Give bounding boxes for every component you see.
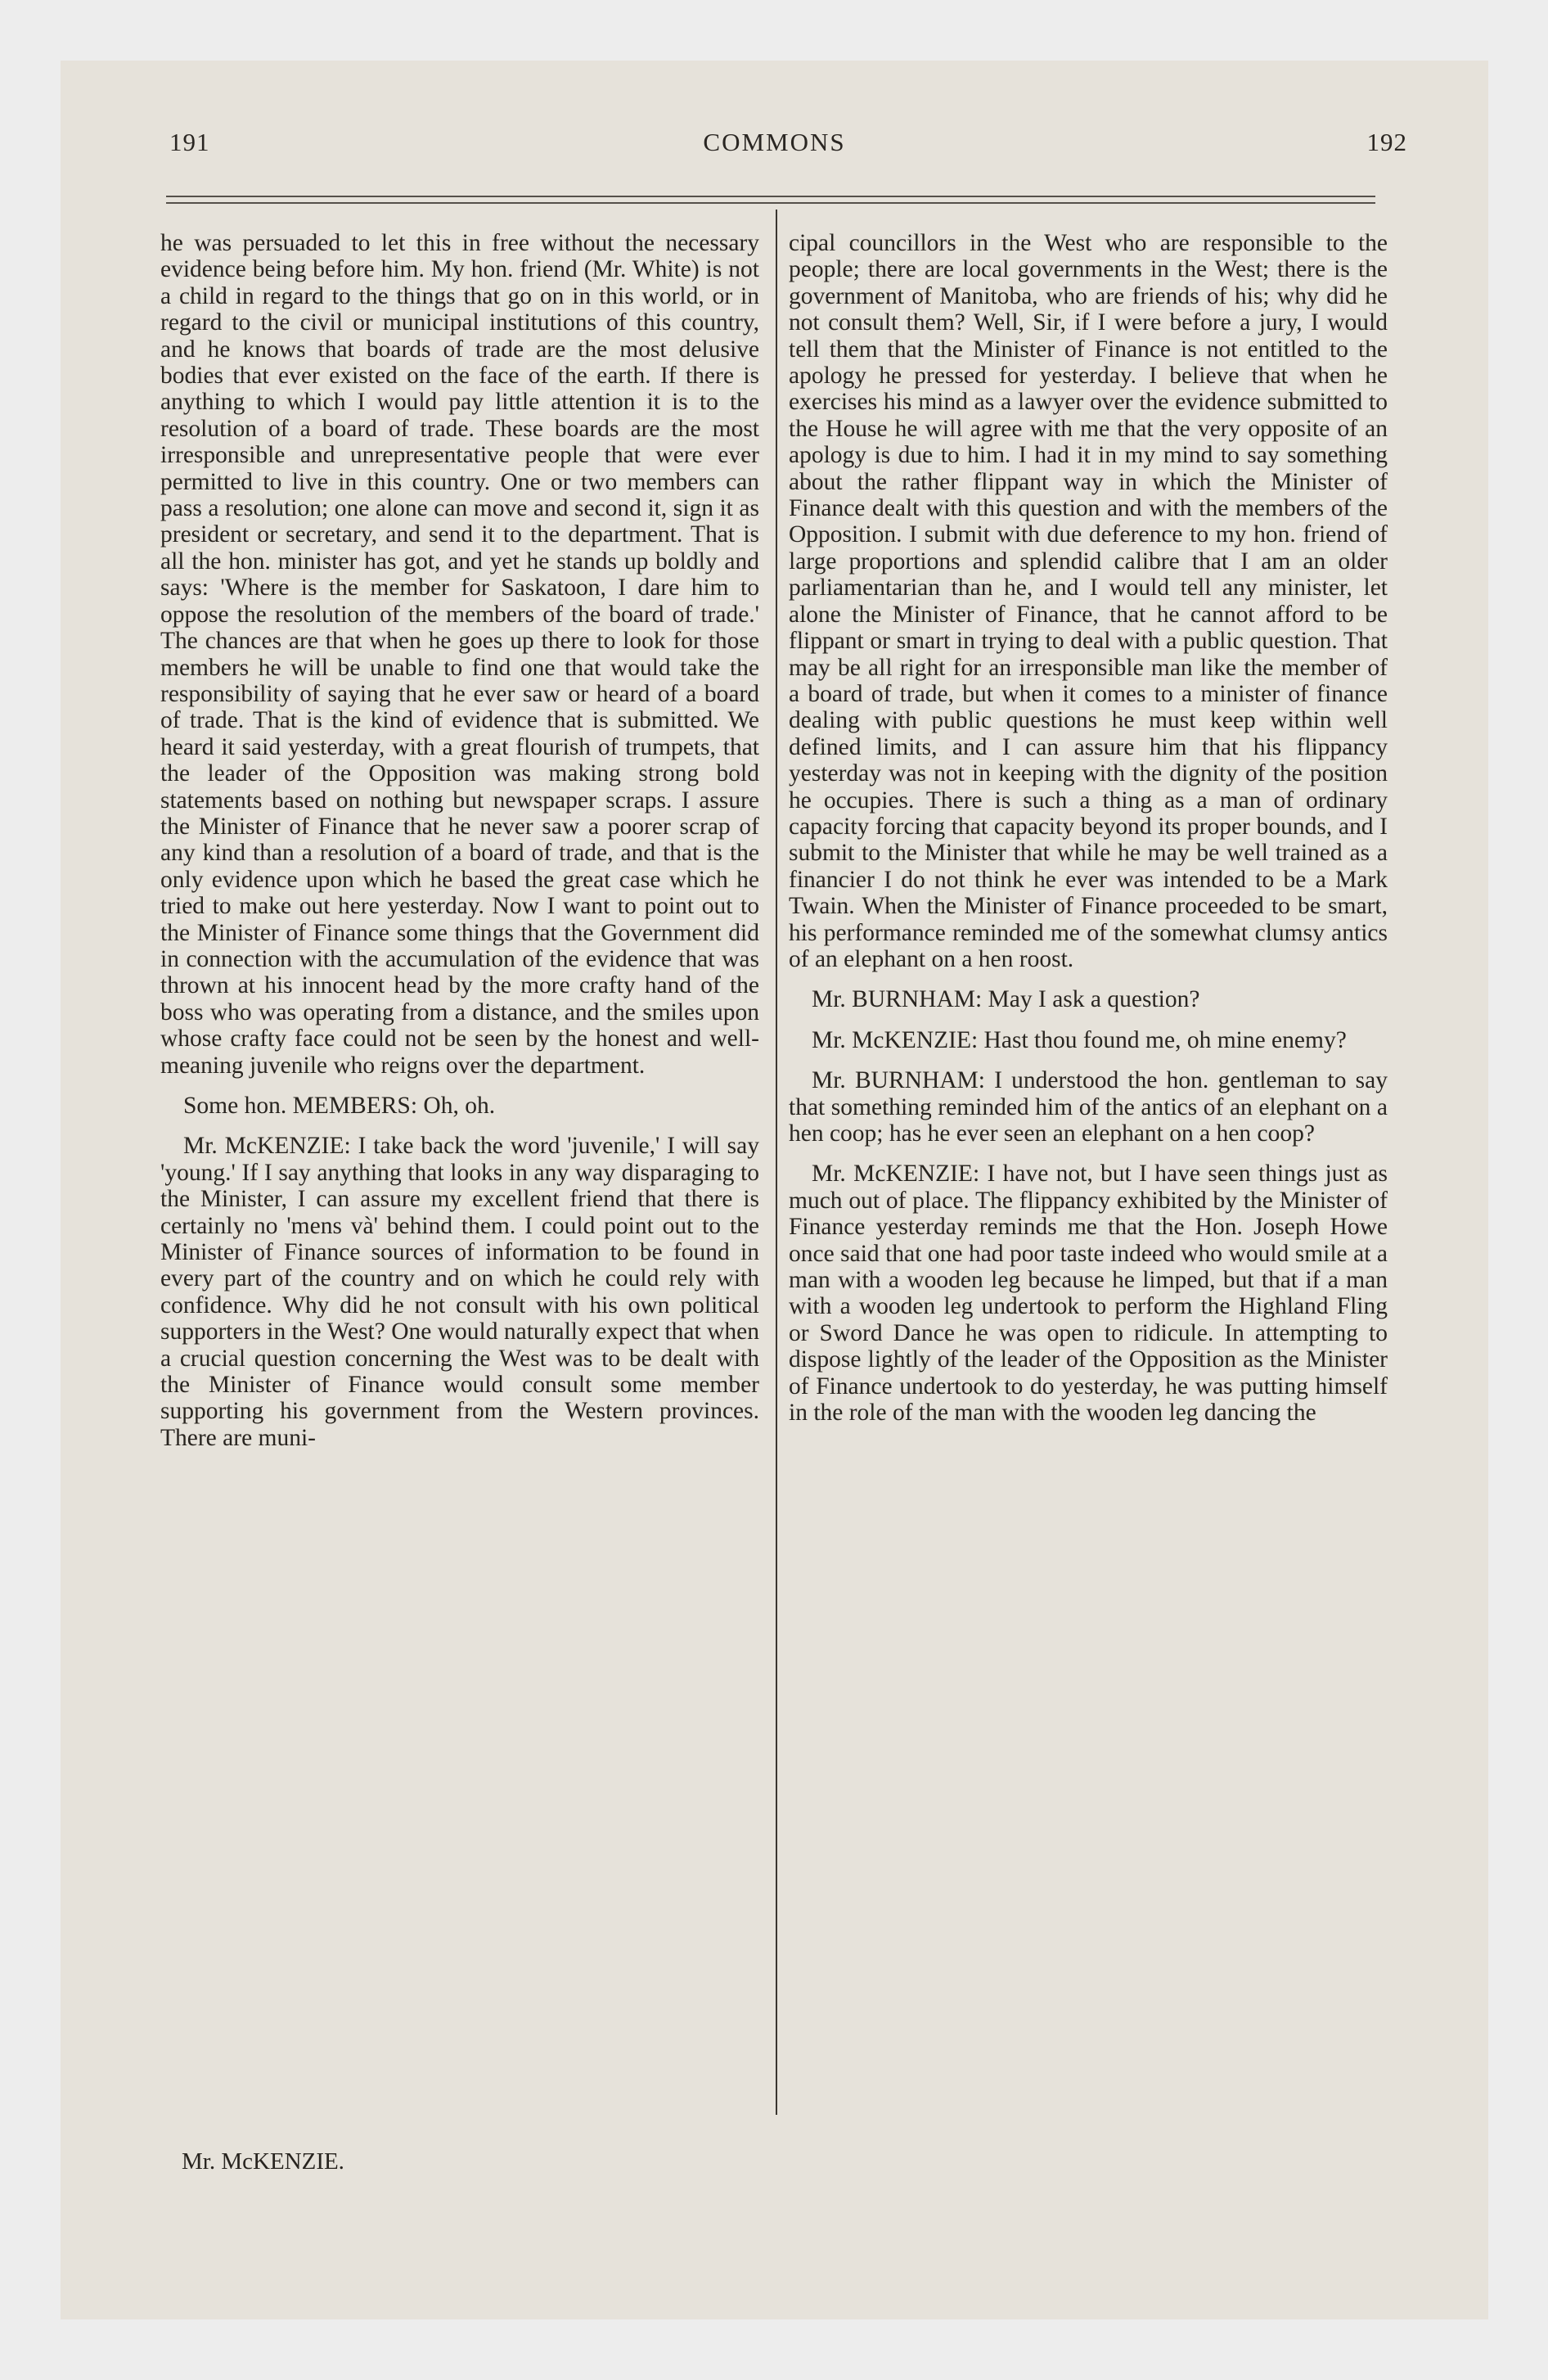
left-paragraph-2: Some hon. MEMBERS: Oh, oh. <box>183 1093 496 1119</box>
right-paragraph-5: Mr. McKENZIE: I have not, but I have seen things just as much out of place. The flippancy exhibited by the Minister of Finance yesterday reminds me that the Hon. Joseph Howe once said that one had poor taste indeed who would smile at a man with a wooden leg because he limped, but that if a man with a wooden leg undertook to perform the Highland Fling or Sword Dance he was open to ridicule. In attempting to dispose lightly of the leader of the Opposition as the Minister of Finance undertook to do yesterday, he was putting himself in the role of the man with the wooden leg dancing the <box>789 1161 1388 1427</box>
right-column <box>789 230 1388 1426</box>
left-column <box>160 230 759 1451</box>
header-rule-top <box>166 196 1375 197</box>
document-page <box>61 61 1488 2319</box>
right-paragraph-1: cipal councillors in the West who are responsible to the people; there are local governments in the West; there is the government of Manitoba, who are friends of his; why did he not consult them? Well, Sir, if I were before a jury, I would tell them that the Minister of Finance is not entitled to the apology he pressed for yesterday. I believe that when he exercises his mind as a lawyer over the evidence submitted to the House he will agree with me that the very opposite of an apology is due to him. I had it in my mind to say something about the rather flippant way in which the Minister of Finance dealt with this question and with the members of the Opposition. I submit with due deference to my hon. friend of large proportions and splendid calibre that I am an older parliamentarian than he, and I would tell any minister, let alone the Minister of Finance, that he cannot afford to be flippant or smart in trying to deal with a public question. That may be all right for an irresponsible man like the member of a board of trade, but when it comes to a minister of finance dealing with public questions he must keep within well defined limits, and I can assure him that his flippancy yesterday was not in keeping with the dignity of the position he occupies. There is such a thing as a man of ordinary capacity forcing that capacity beyond its proper bounds, and I submit to the Minister that while he may be well trained as a financier I do not think he ever was intended to be a Mark Twain. When the Minister of Finance proceeded to be smart, his performance reminded me of the somewhat clumsy antics of an elephant on a hen roost. <box>789 230 1388 972</box>
right-paragraph-4: Mr. BURNHAM: I understood the hon. gentleman to say that something reminded him of the antics of an elephant on a hen coop; has he ever seen an elephant on a hen coop? <box>789 1067 1388 1147</box>
page-number-left: 191 <box>169 128 210 156</box>
column-divider <box>776 210 777 2115</box>
left-paragraph-3: Mr. McKENZIE: I take back the word 'juvenile,' I will say 'young.' If I say anything that looks in any way disparaging to the Minister, I can assure my excellent friend that there is certainly no 'mens và' behind them. I could point out to the Minister of Finance sources of information to be found in every part of the country and on which he could rely with confidence. Why did he not consult with his own political supporters in the West? One would naturally expect that when a crucial question concerning the West was to be dealt with the Minister of Finance would consult some member supporting his government from the Western provinces. There are muni- <box>160 1133 759 1451</box>
speaker-footer: Mr. McKENZIE. <box>182 2148 344 2175</box>
left-paragraph-1: he was persuaded to let this in free without the necessary evidence being before him. My hon. friend (Mr. White) is not a child in regard to the things that go on in this world, or in regard to the civil or municipal institutions of this country, and he knows that boards of trade are the most delusive bodies that ever existed on the face of the earth. If there is anything to which I would pay little attention it is to the resolution of a board of trade. These boards are the most irresponsible and unrepresentative people that were ever permitted to live in this country. One or two members can pass a resolution; one alone can move and second it, sign it as president or secretary, and send it to the department. That is all the hon. minister has got, and yet he stands up boldly and says: 'Where is the member for Saskatoon, I dare him to oppose the resolution of the members of the board of trade.' The chances are that when he goes up there to look for those members he will be unable to find one that would take the responsibility of saying that he ever saw or heard of a board of trade. That is the kind of evidence that is submitted. We heard it said yesterday, with a great flourish of trumpets, that the leader of the Opposition was making strong bold statements based on nothing but newspaper scraps. I assure the Minister of Finance that he never saw a poorer scrap of any kind than a resolution of a board of trade, and that is the only evidence upon which he based the great case which he tried to make out here yesterday. Now I want to point out to the Minister of Finance some things that the Government did in connection with the accumulation of the evidence that was thrown at his innocent head by the more crafty hand of the boss who was operating from a distance, and the smiles upon whose crafty face could not be seen by the honest and well-meaning juvenile who reigns over the department. <box>160 230 759 1079</box>
header-rule-bottom <box>166 202 1375 204</box>
page-number-right: 192 <box>1366 128 1407 156</box>
right-paragraph-2: Mr. BURNHAM: May I ask a question? <box>812 986 1200 1013</box>
right-paragraph-3: Mr. McKENZIE: Hast thou found me, oh mine enemy? <box>812 1026 1347 1053</box>
running-title: COMMONS <box>703 128 846 156</box>
page-header <box>61 128 1488 160</box>
